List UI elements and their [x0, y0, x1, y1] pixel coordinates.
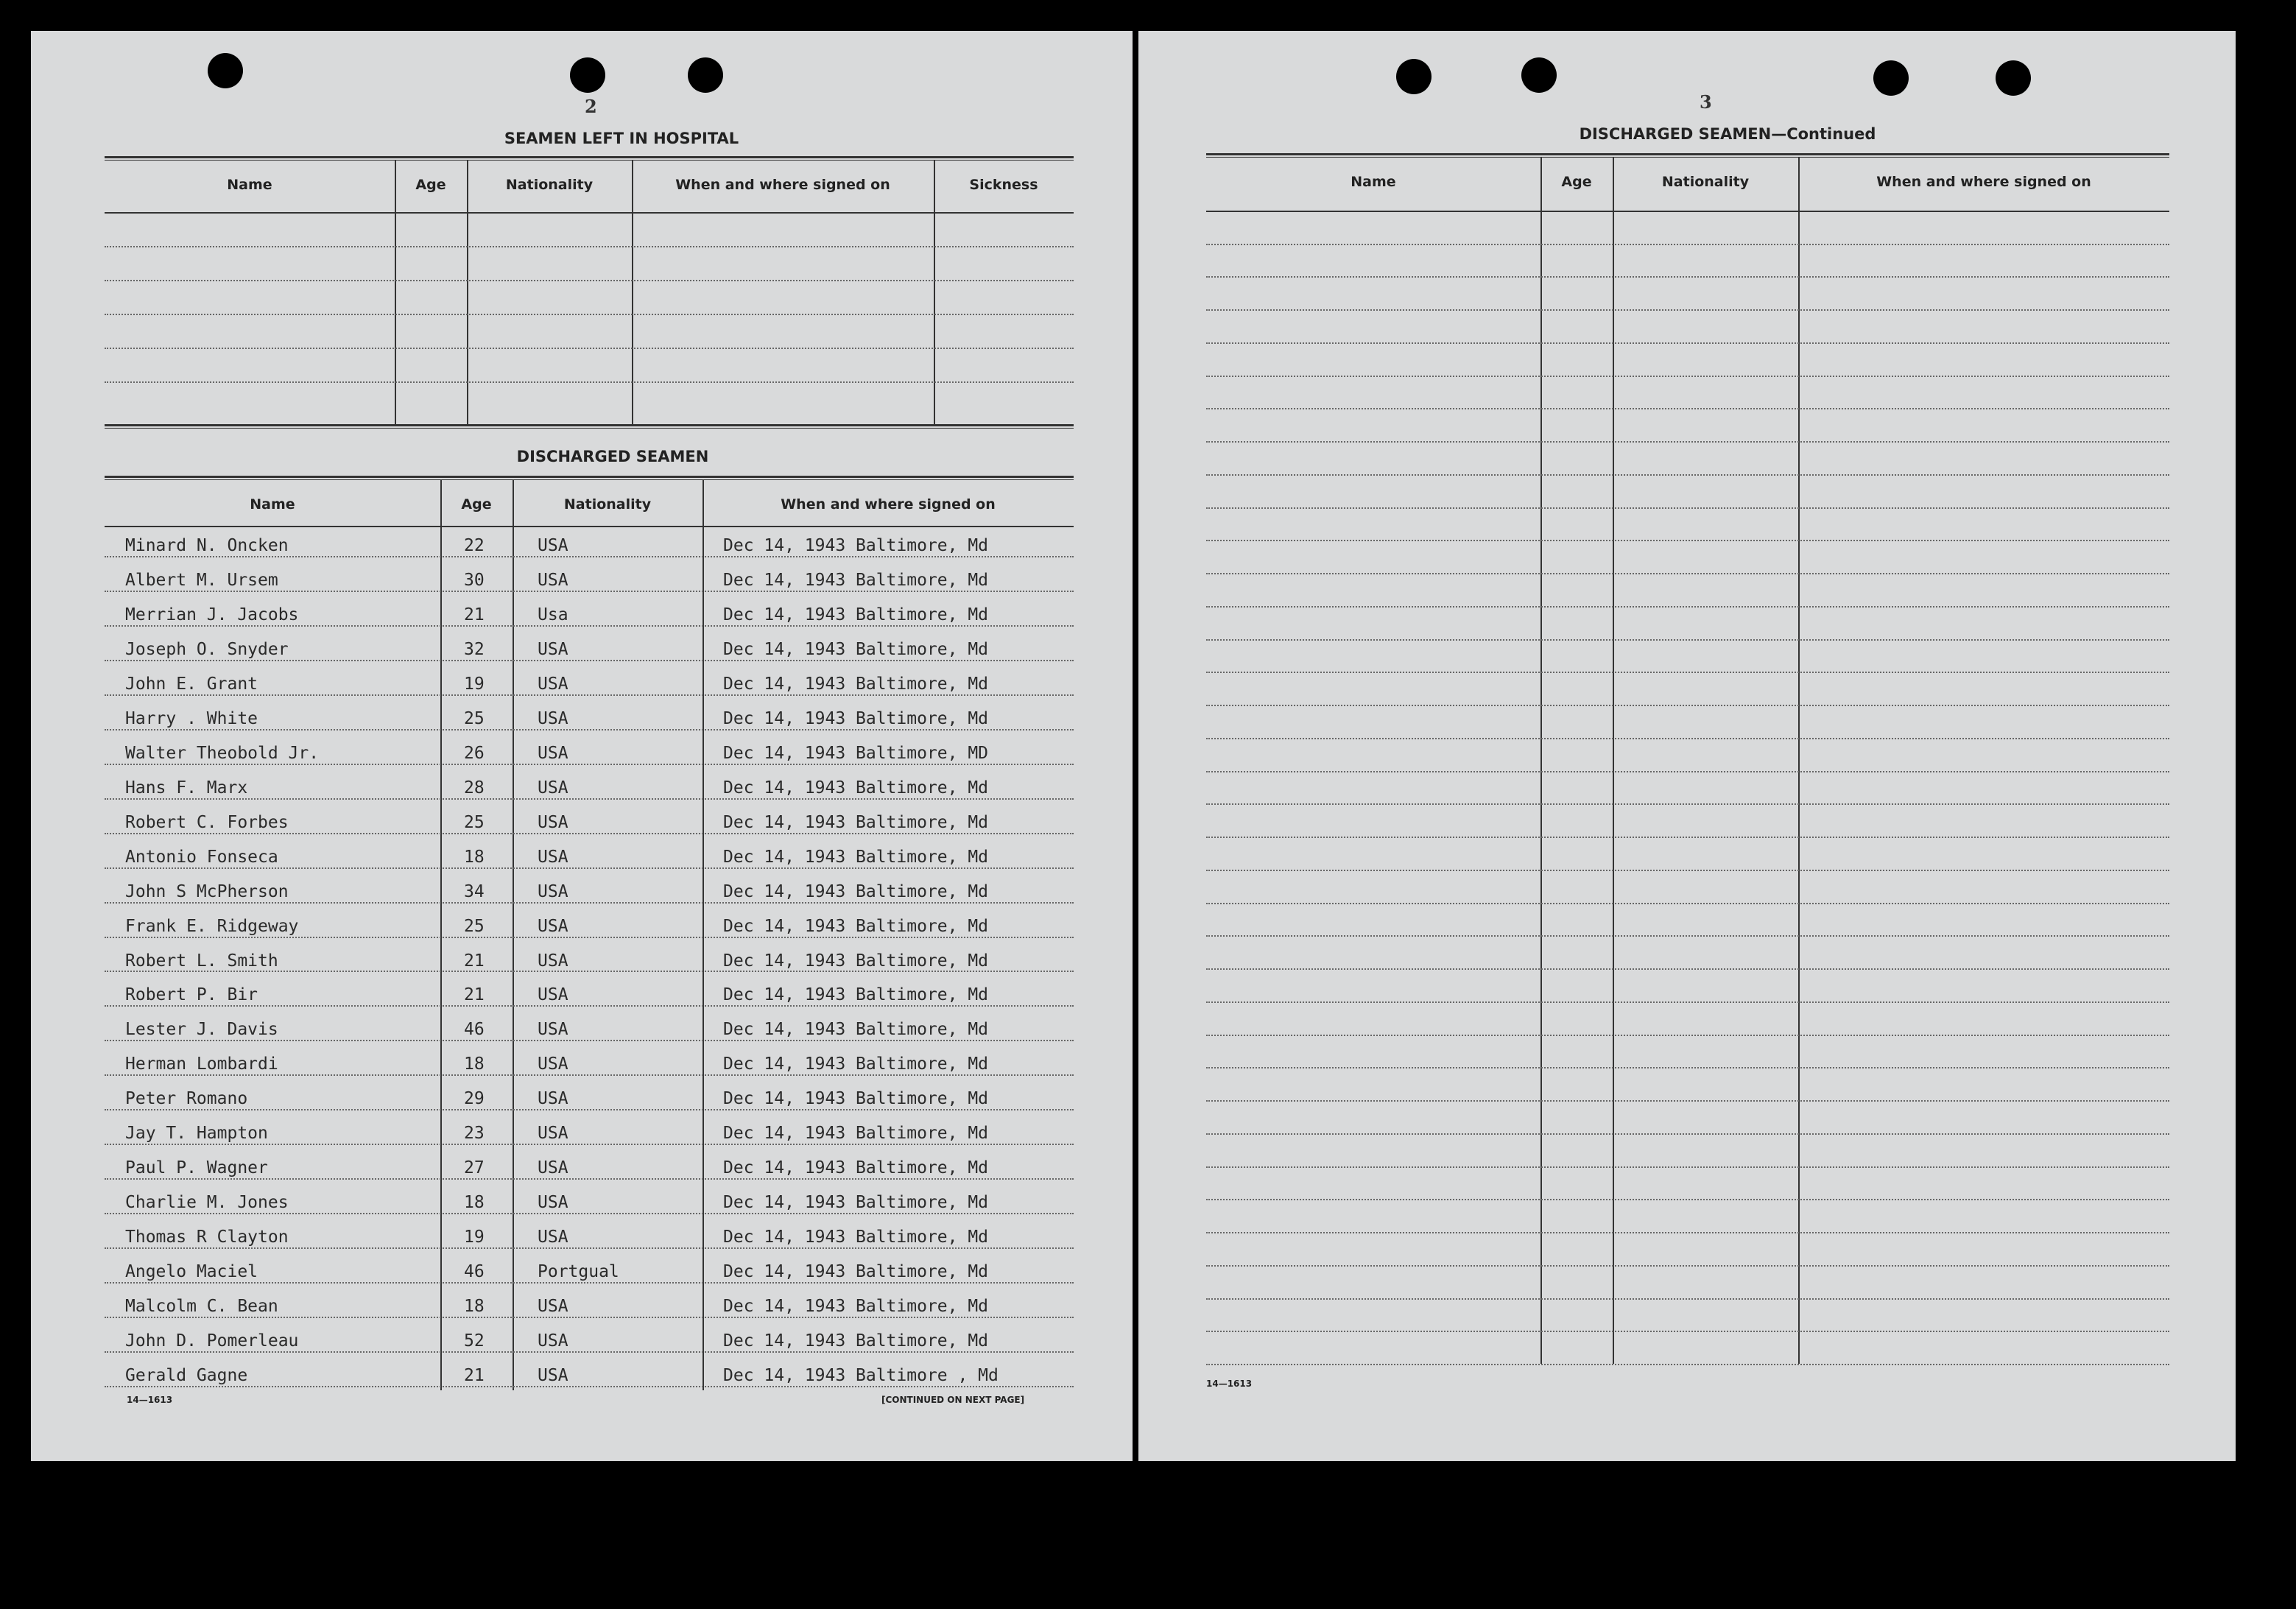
ruled-line — [105, 660, 1074, 661]
ruled-line — [105, 902, 1074, 904]
seaman-age: 29 — [464, 1089, 485, 1109]
ruled-line — [1206, 1166, 2169, 1168]
seaman-name: Angelo Maciel — [125, 1262, 258, 1282]
ruled-line — [1206, 1232, 2169, 1233]
ruled-line — [1206, 1265, 2169, 1267]
column-header: When and where signed on — [781, 496, 996, 513]
column-header: When and where signed on — [1876, 174, 2091, 190]
seaman-name: Antonio Fonseca — [125, 847, 278, 867]
seaman-name: Herman Lombardi — [125, 1055, 278, 1074]
seaman-nationality: USA — [538, 985, 568, 1005]
ruled-line — [105, 971, 1074, 972]
seaman-nationality: USA — [538, 778, 568, 798]
seaman-signed-on: Dec 14, 1943 Baltimore, Md — [723, 916, 989, 936]
seaman-nationality: USA — [538, 1331, 568, 1351]
column-header: Nationality — [505, 177, 594, 193]
ruled-line — [1206, 968, 2169, 970]
form-number: 14—1613 — [127, 1395, 173, 1405]
ruled-line — [105, 729, 1074, 730]
seaman-age: 18 — [464, 1193, 485, 1213]
column-divider — [1613, 158, 1614, 1364]
seaman-signed-on: Dec 14, 1943 Baltimore, Md — [723, 881, 989, 901]
seaman-name: Robert C. Forbes — [125, 812, 289, 832]
seaman-name: Paul P. Wagner — [125, 1158, 268, 1178]
seaman-name: Peter Romano — [125, 1089, 248, 1109]
ruled-line — [105, 625, 1074, 627]
table-top-rule — [1206, 153, 2169, 158]
seaman-signed-on: Dec 14, 1943 Baltimore, MD — [723, 743, 989, 763]
seaman-age: 19 — [464, 1228, 485, 1247]
ruled-line — [105, 1074, 1074, 1076]
ruled-line — [1206, 1298, 2169, 1300]
seaman-signed-on: Dec 14, 1943 Baltimore, Md — [723, 1262, 989, 1282]
seaman-nationality: USA — [538, 1020, 568, 1040]
ruled-line — [1206, 376, 2169, 377]
ruled-line — [105, 1386, 1074, 1387]
seaman-age: 18 — [464, 1297, 485, 1317]
ruled-line — [1206, 1133, 2169, 1135]
ruled-line — [1206, 1035, 2169, 1036]
seaman-nationality: USA — [538, 1193, 568, 1213]
ruled-line — [105, 1109, 1074, 1110]
ruled-line — [1206, 244, 2169, 245]
seaman-name: Robert P. Bir — [125, 985, 258, 1005]
table-top-rule — [105, 156, 1074, 161]
seaman-signed-on: Dec 14, 1943 Baltimore, Md — [723, 847, 989, 867]
discharged-title: DISCHARGED SEAMEN — [516, 448, 709, 465]
ruled-line — [1206, 903, 2169, 904]
seaman-nationality: Portgual — [538, 1262, 619, 1282]
ruled-line — [105, 833, 1074, 834]
ruled-line — [1206, 705, 2169, 706]
seaman-name: Gerald Gagne — [125, 1366, 248, 1386]
column-divider — [1798, 158, 1800, 1364]
seaman-signed-on: Dec 14, 1943 Baltimore, Md — [723, 536, 989, 555]
ruled-line — [1206, 540, 2169, 541]
ruled-line — [1206, 1067, 2169, 1068]
column-header: Nationality — [563, 496, 652, 513]
seaman-nationality: USA — [538, 570, 568, 590]
seaman-age: 21 — [464, 951, 485, 971]
ruled-line — [105, 764, 1074, 765]
header-rule — [105, 212, 1074, 214]
ruled-line — [1206, 309, 2169, 311]
seaman-signed-on: Dec 14, 1943 Baltimore, Md — [723, 1124, 989, 1144]
punch-hole — [1521, 57, 1557, 93]
ruled-line — [105, 798, 1074, 800]
ruled-line — [105, 381, 1074, 383]
seaman-name: John E. Grant — [125, 674, 258, 694]
seaman-age: 21 — [464, 1366, 485, 1386]
seaman-name: Minard N. Oncken — [125, 536, 289, 555]
ruled-line — [1206, 408, 2169, 409]
ruled-line — [1206, 474, 2169, 476]
ruled-line — [1206, 639, 2169, 641]
column-divider — [1540, 158, 1542, 1364]
ruled-line — [105, 1317, 1074, 1318]
seaman-nationality: USA — [538, 1055, 568, 1074]
seaman-signed-on: Dec 14, 1943 Baltimore, Md — [723, 1297, 989, 1317]
seaman-age: 46 — [464, 1262, 485, 1282]
header-rule — [1206, 211, 2169, 212]
ruled-line — [1206, 1199, 2169, 1200]
seaman-name: John S McPherson — [125, 881, 289, 901]
seaman-age: 19 — [464, 674, 485, 694]
ruled-line — [1206, 738, 2169, 739]
seaman-signed-on: Dec 14, 1943 Baltimore , Md — [723, 1366, 999, 1386]
seaman-age: 46 — [464, 1020, 485, 1040]
punch-hole — [570, 57, 605, 93]
seaman-signed-on: Dec 14, 1943 Baltimore, Md — [723, 1020, 989, 1040]
seaman-age: 25 — [464, 916, 485, 936]
seaman-age: 21 — [464, 985, 485, 1005]
ruled-line — [105, 1178, 1074, 1180]
seaman-signed-on: Dec 14, 1943 Baltimore, Md — [723, 605, 989, 624]
column-divider — [440, 480, 442, 1390]
seaman-signed-on: Dec 14, 1943 Baltimore, Md — [723, 1193, 989, 1213]
column-header: Age — [1561, 174, 1592, 190]
seaman-signed-on: Dec 14, 1943 Baltimore, Md — [723, 812, 989, 832]
column-header: Nationality — [1661, 174, 1750, 190]
ruled-line — [1206, 837, 2169, 838]
seaman-name: Joseph O. Snyder — [125, 639, 289, 659]
seaman-age: 18 — [464, 1055, 485, 1074]
ruled-line — [1206, 672, 2169, 673]
column-header: Name — [250, 496, 295, 513]
ruled-line — [1206, 935, 2169, 937]
ruled-line — [105, 591, 1074, 592]
seaman-signed-on: Dec 14, 1943 Baltimore, Md — [723, 1331, 989, 1351]
column-header: Sickness — [969, 177, 1038, 193]
column-header: Name — [227, 177, 272, 193]
seaman-nationality: USA — [538, 1228, 568, 1247]
seaman-nationality: USA — [538, 916, 568, 936]
ruled-line — [105, 1213, 1074, 1214]
seaman-nationality: USA — [538, 812, 568, 832]
seaman-nationality: USA — [538, 1124, 568, 1144]
seaman-nationality: USA — [538, 536, 568, 555]
ruled-line — [1206, 1100, 2169, 1102]
seaman-nationality: USA — [538, 951, 568, 971]
seaman-name: Harry . White — [125, 708, 258, 728]
column-divider — [513, 480, 514, 1390]
seaman-age: 18 — [464, 847, 485, 867]
seaman-age: 34 — [464, 881, 485, 901]
ruled-line — [105, 280, 1074, 281]
seaman-name: Robert L. Smith — [125, 951, 278, 971]
seaman-name: Merrian J. Jacobs — [125, 605, 299, 624]
ruled-line — [1206, 1001, 2169, 1003]
seaman-nationality: Usa — [538, 605, 568, 624]
ruled-line — [105, 1005, 1074, 1007]
ruled-line — [105, 314, 1074, 315]
column-divider — [467, 161, 468, 424]
ruled-line — [1206, 441, 2169, 443]
table-bottom-rule — [105, 424, 1074, 429]
seaman-signed-on: Dec 14, 1943 Baltimore, Md — [723, 570, 989, 590]
punch-hole — [1873, 60, 1909, 96]
ruled-line — [105, 348, 1074, 349]
seaman-name: John D. Pomerleau — [125, 1331, 299, 1351]
punch-hole — [1396, 59, 1432, 94]
seaman-signed-on: Dec 14, 1943 Baltimore, Md — [723, 985, 989, 1005]
left-page — [31, 31, 1133, 1461]
seaman-name: Malcolm C. Bean — [125, 1297, 278, 1317]
seaman-nationality: USA — [538, 881, 568, 901]
punch-hole — [1996, 60, 2031, 96]
seaman-name: Jay T. Hampton — [125, 1124, 268, 1144]
seaman-age: 26 — [464, 743, 485, 763]
seaman-nationality: USA — [538, 1089, 568, 1109]
seaman-signed-on: Dec 14, 1943 Baltimore, Md — [723, 708, 989, 728]
column-header: Age — [415, 177, 446, 193]
ruled-line — [1206, 573, 2169, 574]
page-number: 3 — [1700, 91, 1712, 113]
column-header: Name — [1351, 174, 1396, 190]
ruled-line — [105, 246, 1074, 247]
seaman-name: Hans F. Marx — [125, 778, 248, 798]
column-header: Age — [461, 496, 492, 513]
punch-hole — [208, 53, 243, 88]
seaman-nationality: USA — [538, 1297, 568, 1317]
column-header: When and where signed on — [675, 177, 890, 193]
seaman-age: 52 — [464, 1331, 485, 1351]
seaman-signed-on: Dec 14, 1943 Baltimore, Md — [723, 674, 989, 694]
seaman-signed-on: Dec 14, 1943 Baltimore, Md — [723, 1228, 989, 1247]
ruled-line — [105, 1040, 1074, 1041]
seaman-age: 22 — [464, 536, 485, 555]
ruled-line — [1206, 342, 2169, 344]
column-divider — [702, 480, 704, 1390]
ruled-line — [1206, 1331, 2169, 1332]
ruled-line — [105, 1351, 1074, 1353]
header-rule — [105, 526, 1074, 527]
seaman-name: Charlie M. Jones — [125, 1193, 289, 1213]
seaman-age: 27 — [464, 1158, 485, 1178]
ruled-line — [105, 1247, 1074, 1249]
ruled-line — [1206, 870, 2169, 871]
seaman-name: Albert M. Ursem — [125, 570, 278, 590]
seaman-signed-on: Dec 14, 1943 Baltimore, Md — [723, 951, 989, 971]
ruled-line — [1206, 771, 2169, 772]
seaman-name: Frank E. Ridgeway — [125, 916, 299, 936]
seaman-age: 25 — [464, 708, 485, 728]
ruled-line — [105, 556, 1074, 557]
hospital-title: SEAMEN LEFT IN HOSPITAL — [504, 130, 739, 147]
seaman-age: 21 — [464, 605, 485, 624]
seaman-nationality: USA — [538, 708, 568, 728]
punch-hole — [688, 57, 723, 93]
seaman-age: 28 — [464, 778, 485, 798]
ruled-line — [1206, 276, 2169, 278]
seaman-age: 32 — [464, 639, 485, 659]
table-top-rule — [105, 476, 1074, 480]
continued-title: DISCHARGED SEAMEN—Continued — [1579, 125, 1876, 143]
seaman-age: 23 — [464, 1124, 485, 1144]
continued-note: [CONTINUED ON NEXT PAGE] — [881, 1395, 1025, 1405]
ruled-line — [1206, 803, 2169, 805]
seaman-signed-on: Dec 14, 1943 Baltimore, Md — [723, 1158, 989, 1178]
ruled-line — [1206, 507, 2169, 509]
seaman-nationality: USA — [538, 743, 568, 763]
column-divider — [934, 161, 935, 424]
form-number: 14—1613 — [1206, 1379, 1253, 1389]
seaman-nationality: USA — [538, 1366, 568, 1386]
seaman-signed-on: Dec 14, 1943 Baltimore, Md — [723, 1089, 989, 1109]
ruled-line — [105, 867, 1074, 869]
seaman-nationality: USA — [538, 674, 568, 694]
column-divider — [632, 161, 633, 424]
seaman-nationality: USA — [538, 1158, 568, 1178]
ruled-line — [105, 1144, 1074, 1145]
seaman-name: Lester J. Davis — [125, 1020, 278, 1040]
ruled-line — [1206, 1364, 2169, 1365]
ruled-line — [105, 694, 1074, 696]
ruled-line — [105, 1282, 1074, 1284]
column-divider — [395, 161, 396, 424]
right-page — [1138, 31, 2236, 1461]
seaman-signed-on: Dec 14, 1943 Baltimore, Md — [723, 1055, 989, 1074]
seaman-nationality: USA — [538, 639, 568, 659]
seaman-nationality: USA — [538, 847, 568, 867]
seaman-age: 30 — [464, 570, 485, 590]
seaman-signed-on: Dec 14, 1943 Baltimore, Md — [723, 639, 989, 659]
ruled-line — [1206, 606, 2169, 608]
ruled-line — [105, 937, 1074, 938]
page-number: 2 — [585, 96, 597, 117]
seaman-name: Thomas R Clayton — [125, 1228, 289, 1247]
seaman-signed-on: Dec 14, 1943 Baltimore, Md — [723, 778, 989, 798]
seaman-name: Walter Theobold Jr. — [125, 743, 320, 763]
seaman-age: 25 — [464, 812, 485, 832]
